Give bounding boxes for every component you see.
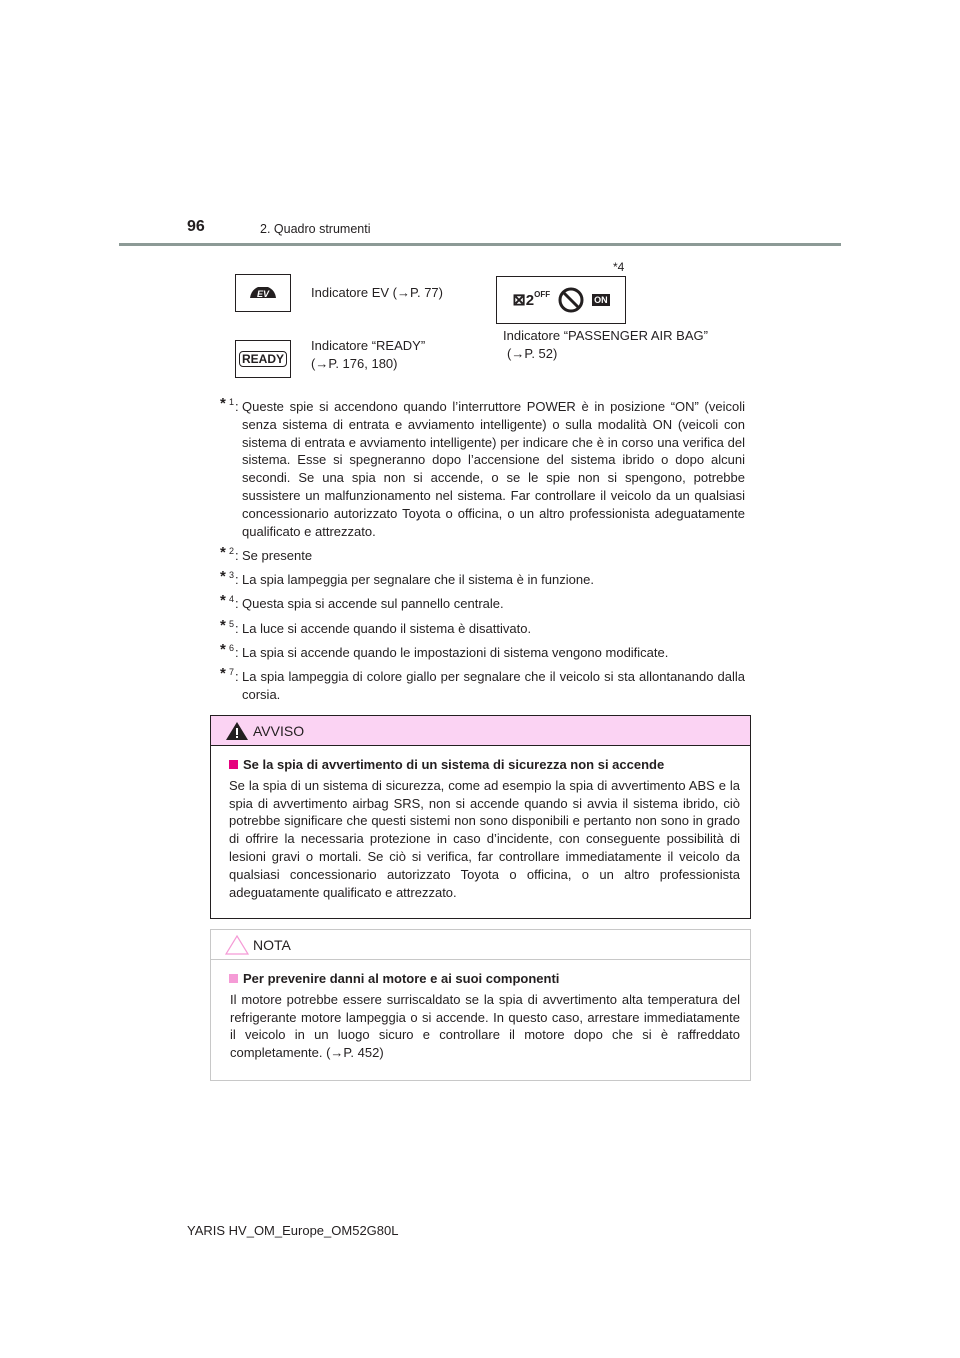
footnote-star: *: [220, 568, 226, 585]
footnote: [220, 586, 745, 613]
footnote-colon: :: [235, 669, 239, 684]
note-box: [210, 929, 751, 1081]
footnote-text: La luce si accende quando il sistema è disattivato.: [242, 621, 532, 636]
warning-box: [210, 715, 751, 919]
airbag-on-text: ON: [594, 295, 608, 305]
warning-header: [211, 716, 750, 746]
footnote-star: *: [220, 395, 226, 412]
note-heading: Per prevenire danni al motore e ai suoi componenti: [243, 971, 560, 986]
bullet-square-icon: [229, 974, 238, 983]
footnote-star: *: [220, 641, 226, 658]
no-seat-icon: [558, 287, 584, 313]
note-text: Il motore potrebbe essere surriscaldato se la spia di avvertimento alta temperatura del refrigerante motore lampeggia o si accende. In questo caso, arrestare immediatamente il veicolo in un luogo sicuro e controllare il motore dopo che si è raffreddato completamente. (→P. 452): [230, 991, 740, 1061]
footnote: [220, 389, 745, 540]
ready-label-line2: (→P. 176, 180): [311, 356, 398, 371]
warning-heading: Se la spia di avvertimento di un sistema di sicurezza non si accende: [243, 757, 665, 772]
footnote-star: *: [220, 617, 226, 634]
footnote: [220, 562, 745, 589]
airbag-indicator-label: [503, 327, 708, 363]
footnote-star: *: [220, 544, 226, 561]
warning-text: Se la spia di un sistema di sicurezza, come ad esempio la spia di avvertimento ABS e la spia di avvertimento airbag SRS, non si accende quando si avvia il sistema ibrido, ciò potrebbe significare che questi sistemi non sono disponibili e pertanto non sono in grado di offrire la necessaria protezione in caso d’incidente, con conseguente possibilità di lesioni gravi o mortali. Se ciò si verifica, far controllare immediatamente il veicolo da qualsiasi concessionario autorizzato Toyota o officina, o un altro professionista adeguatamente qualificato e attrezzato.: [229, 777, 740, 900]
footnote-star: *: [220, 665, 226, 682]
footnote-colon: :: [235, 596, 239, 611]
section-title: 2. Quadro strumenti: [260, 222, 371, 236]
airbag-off-text: OFF: [534, 290, 551, 299]
airbag-icon-number: 2: [525, 292, 535, 309]
header-divider: [119, 243, 841, 246]
warning-title: AVVISO: [253, 722, 305, 739]
footnote-colon: :: [235, 645, 239, 660]
bullet-square-icon: [229, 760, 238, 769]
airbag-label-line2: (→P. 52): [507, 346, 558, 361]
footnote: [220, 538, 745, 565]
ready-label-line1: Indicatore “READY”: [311, 338, 426, 353]
footer-text: YARIS HV_OM_Europe_OM52G80L: [187, 1223, 399, 1238]
footnote-text: La spia si accende quando le impostazioni di sistema vengono modificate.: [242, 645, 669, 660]
ready-indicator-label: [311, 337, 425, 373]
note-header: [211, 930, 750, 960]
ev-indicator-icon: [235, 274, 291, 312]
footnote-text: La spia lampeggia per segnalare che il sistema è in funzione.: [242, 572, 594, 587]
footnote-number: 3: [229, 570, 235, 580]
footnote-colon: :: [235, 399, 239, 414]
warning-triangle-icon: [225, 721, 249, 741]
footnote-star: *: [220, 592, 226, 609]
footnote-number: 2: [229, 546, 235, 556]
ready-indicator-icon: READY: [235, 340, 291, 378]
passenger-airbag-indicator-icon: $⊠2^{OFF}$ ON: [496, 276, 626, 324]
ev-indicator-label: Indicatore EV (→P. 77): [311, 285, 443, 300]
footnote-number: 6: [229, 643, 235, 653]
footnote-colon: :: [235, 548, 239, 563]
footnote-text: Queste spie si accendono quando l’interruttore POWER è in posizione “ON” (veicoli senza sistema di entrata e avviamento intelligente) o sulla modalità ON (veicoli con sistema di entrata e avviamento intelligente) per indicare che è in corso una verifica del sistema. Esse si spegneranno dopo l’accensione del sistema ibrido o dopo alcuni secondi. Se una spia non si accende, o se le spie non si spengono, potrebbe sussistere un malfunzionamento nel sistema. Far controllare il veicolo da un qualsiasi concessionario autorizzato Toyota o officina, o un altro professionista adeguatamente qualificato e attrezzato.: [242, 399, 745, 539]
footnote-ref: *4: [613, 260, 625, 274]
airbag-label-line1: Indicatore “PASSENGER AIR BAG”: [503, 328, 708, 343]
footnote-number: 7: [229, 667, 235, 677]
note-title: NOTA: [253, 936, 291, 953]
footnote-number: 4: [229, 594, 235, 604]
footnote: [220, 635, 745, 662]
footnote-text: La spia lampeggia di colore giallo per segnalare che il veicolo si sta allontanando dalla corsia.: [242, 669, 745, 702]
footnote-colon: :: [235, 621, 239, 636]
caution-triangle-icon: [225, 935, 249, 955]
footnote: [220, 659, 745, 704]
footnote-text: Se presente: [242, 548, 313, 563]
footnote-number: 1: [229, 397, 235, 407]
footnote-text: Questa spia si accende sul pannello centrale.: [242, 596, 504, 611]
page-number: 96: [187, 218, 205, 235]
footnote-colon: :: [235, 572, 239, 587]
svg-text:EV: EV: [256, 289, 270, 299]
footnote: [220, 611, 745, 638]
footnote-number: 5: [229, 619, 235, 629]
